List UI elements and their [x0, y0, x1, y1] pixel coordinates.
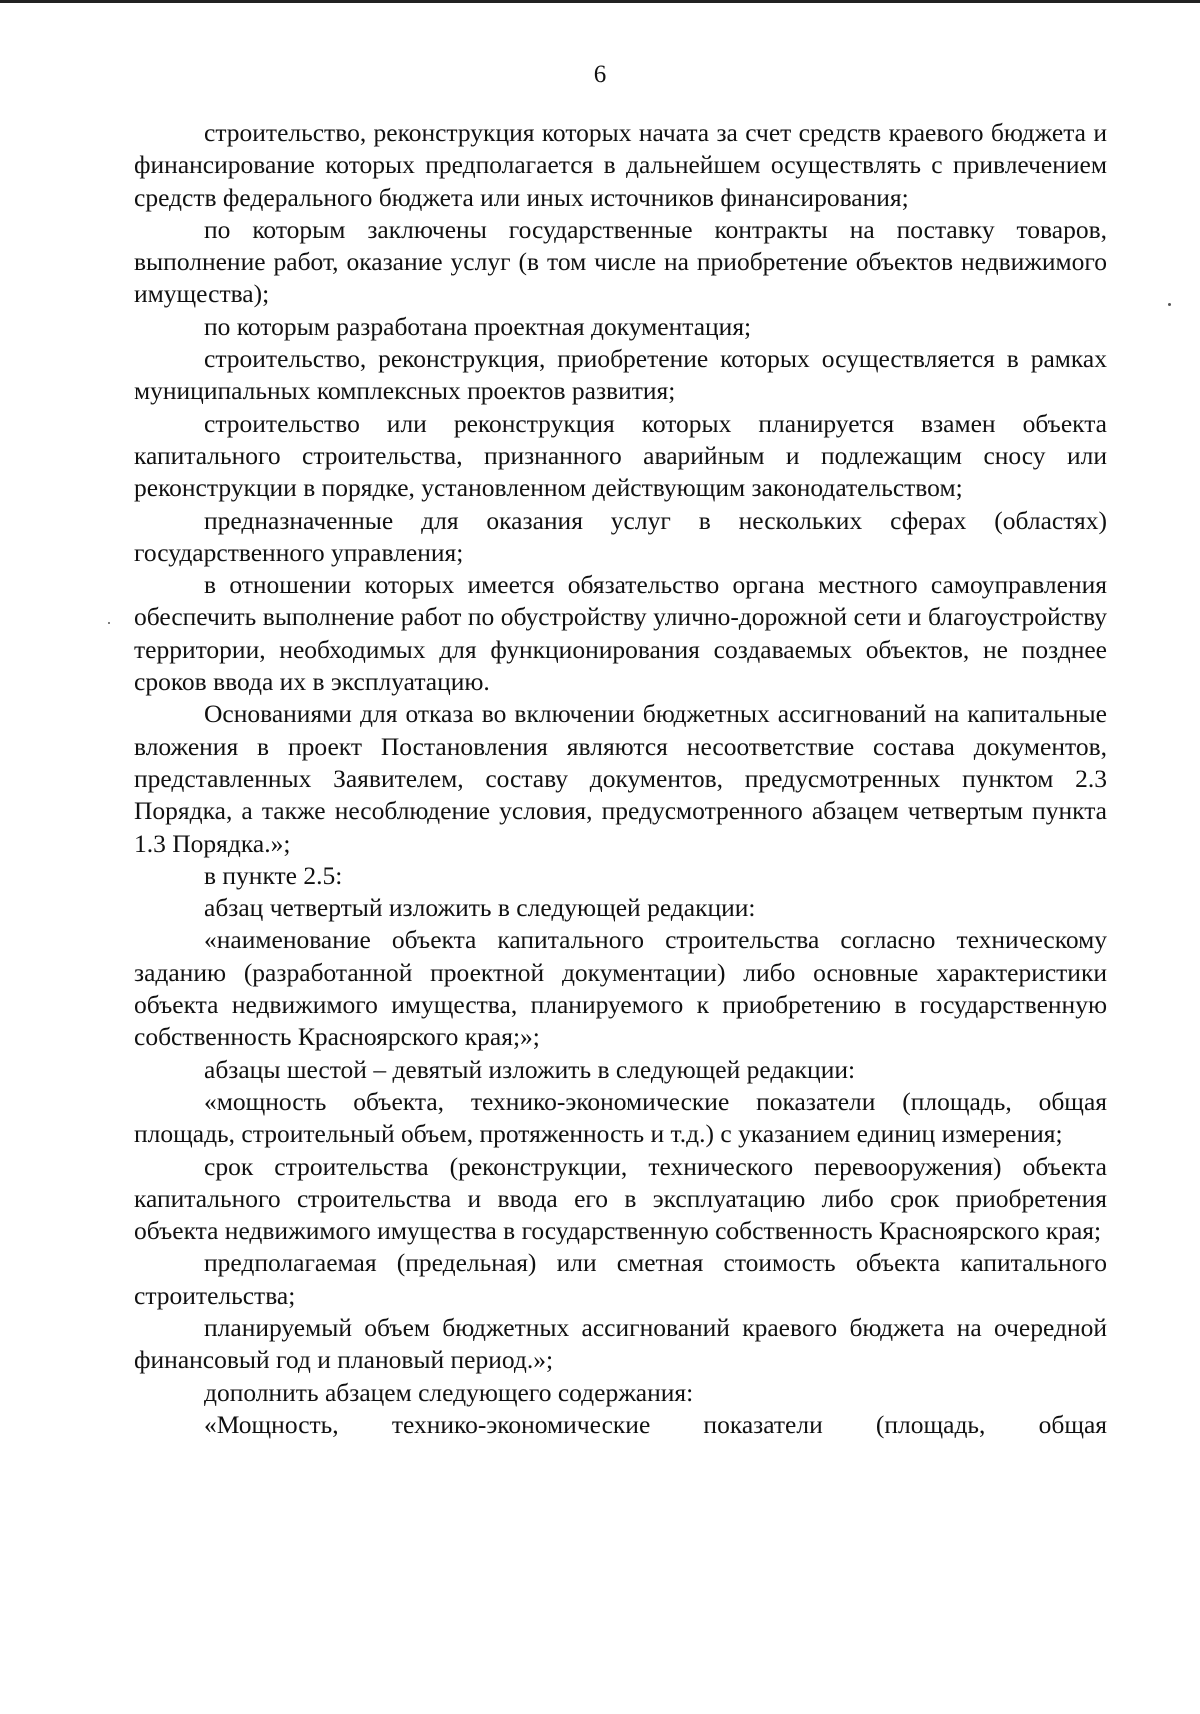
page-number: 6 — [593, 61, 607, 88]
paragraph: дополнить абзацем следующего содержания: — [204, 1377, 694, 1407]
paragraph: строительство, реконструкция которых начата за счет средств краевого бюджета и финансирование которых предполагается в дальнейшем осуществлять с привлечением средств федерального бюджета или иных источников финансирования; — [134, 118, 1107, 212]
paragraph: по которым заключены государственные контракты на поставку товаров, выполнение работ, оказание услуг (в том числе на приобретение объектов недвижимого имущества); — [134, 214, 1107, 309]
scan-speck — [1168, 303, 1171, 306]
paragraph: в отношении которых имеется обязательство органа местного самоуправления обеспечить выполнение работ по обустройству улично-дорожной сети и благоустройству территории, необходимых для функционирования создаваемых объектов, не позднее сроков ввода их в эксплуатацию. — [134, 570, 1107, 697]
paragraph: по которым разработана проектная документация; — [204, 311, 752, 341]
paragraph: абзацы шестой – девятый изложить в следующей редакции: — [204, 1054, 856, 1084]
paragraph: планируемый объем бюджетных ассигнований краевого бюджета на очередной финансовый год и плановый период.»; — [134, 1312, 1107, 1375]
scan-speck — [108, 622, 110, 624]
paragraph: «наименование объекта капитального строительства согласно техническому заданию (разработанной проектной документации) либо основные характеристики объекта недвижимого имущества, планируемого к приобретению в государственную собственность Красноярского края;»; — [134, 925, 1107, 1052]
paragraph: Основаниями для отказа во включении бюджетных ассигнований на капитальные вложения в проект Постановления являются несоответствие состава документов, представленных Заявителем, составу документов, предусмотренных пунктом 2.3 Порядка, а также несоблюдение условия, предусмотренного абзацем четвертым пункта 1.3 Порядка.»; — [134, 699, 1107, 858]
paragraph: срок строительства (реконструкции, технического перевооружения) объекта капитального строительства и ввода его в эксплуатацию либо срок приобретения объекта недвижимого имущества в государственную собственность Красноярского края; — [134, 1151, 1107, 1246]
paragraph: предполагаемая (предельная) или сметная стоимость объекта капитального строительства; — [134, 1248, 1107, 1310]
paragraph: строительство или реконструкция которых планируется взамен объекта капитального строительства, признанного аварийным и подлежащим сносу или реконструкции в порядке, установленном действующим законодательством; — [134, 408, 1107, 503]
paragraph: «мощность объекта, технико-экономические показатели (площадь, общая площадь, строительный объем, протяженность и т.д.) с указанием единиц измерения; — [134, 1086, 1107, 1149]
paragraph: строительство, реконструкция, приобретение которых осуществляется в рамках муниципальных комплексных проектов развития; — [134, 344, 1107, 406]
paragraph: «Мощность, технико-экономические показатели (площадь, общая — [204, 1409, 1107, 1439]
document-body — [134, 117, 1107, 1441]
paragraph: в пункте 2.5: — [204, 860, 343, 890]
paragraph: абзац четвертый изложить в следующей редакции: — [204, 893, 756, 923]
paragraph: предназначенные для оказания услуг в нескольких сферах (областях) государственного управления; — [134, 505, 1107, 567]
top-border-line — [0, 0, 1200, 3]
